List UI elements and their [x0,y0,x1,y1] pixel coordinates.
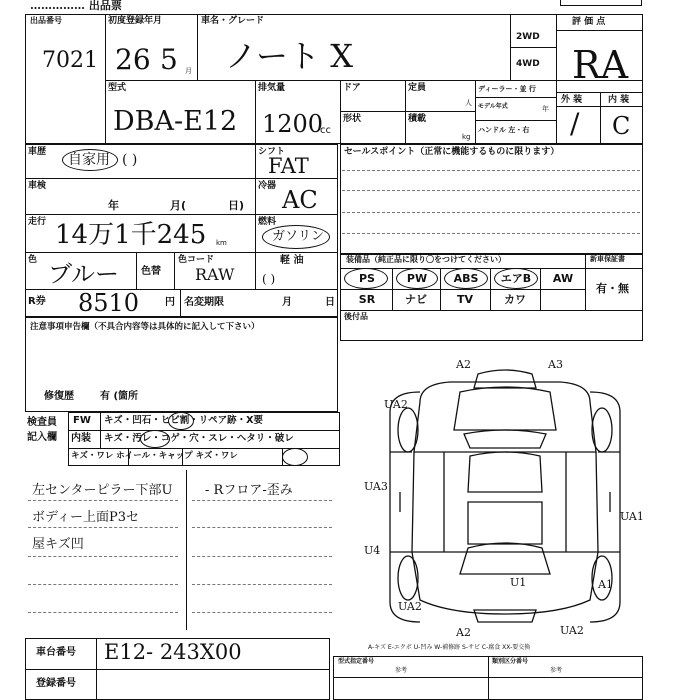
load-unit: kg [462,133,471,141]
ext-grade: / [570,107,580,140]
color-value: ブルー [48,260,120,288]
ref-2: 参考 [550,667,563,674]
inspection-label: 車検 [28,181,47,191]
mileage-unit: km [216,239,227,247]
doors-label: ドア [343,83,361,93]
new-warranty-label: 新車保証書 [590,255,625,263]
model-designation-label: 型式指定番号 [338,658,375,665]
inspector-circle-2 [168,412,194,430]
inspector-circle-1 [140,430,170,448]
inspector-row-mirror-text: キズ・ワレ ホイール・キャップ キズ・ワレ [71,451,238,461]
mark-ua2-left: UA2 [384,398,408,411]
inspection-month: 月( [170,199,187,212]
mileage-value: 14万1千245 [55,220,207,250]
fuel-label: 燃料 [258,217,277,227]
load-label: 積載 [408,114,427,124]
color-code-label: 色コード [178,255,215,265]
model-name: ノート X [225,37,353,75]
model-label: 車名・グレード [201,16,265,26]
equip-leather: カワ [504,293,526,306]
grade-score: RA [572,43,629,87]
lot-number: 7021 [42,48,98,73]
chassis-number: E12- 243X00 [104,640,242,664]
usage-label: 車歴 [28,147,47,157]
car-diagram [360,352,650,644]
equip-pw: PW [406,272,428,285]
inspector-row-int-text: キズ・汚レ・コゲ・穴・スレ・ヘタリ・破レ [104,433,294,444]
aircon-label: 冷器 [258,181,277,191]
inspector-row-int-head: 内装 [71,433,91,444]
inspection-day: 日) [228,199,245,212]
expiry-label: 名変期限 [184,297,224,308]
aircon-value: AC [282,186,318,214]
usage-paren: ( ) [122,152,138,168]
displacement-unit: cc [320,125,331,136]
color-change-label: 色替 [141,266,161,277]
aftermarket-label: 後付品 [344,312,368,321]
inspector-note-3: 屋キズ凹 [32,537,84,552]
lot-label: 出品番号 [30,16,62,25]
expiry-month: 月 [282,297,292,308]
displacement-label: 排気量 [258,83,286,93]
mark-a3-top: A3 [548,358,563,371]
new-warranty-value: 有・無 [596,282,629,295]
header-right-bar [560,0,642,6]
equip-tv: TV [456,293,474,306]
first-reg-month-unit: 月 [185,67,192,75]
inspector-label-2: 記入欄 [27,432,57,443]
drive-4wd: 4WD [516,59,540,69]
capacity-unit: 人 [465,99,472,107]
mark-a2-top: A2 [456,358,471,371]
ext-label: 外 装 [561,95,583,105]
type-label: 型式 [108,83,127,93]
usage-value: 自家用 [68,152,110,168]
inspector-circle-3 [282,448,308,466]
int-grade: C [612,112,631,140]
mileage-label: 走行 [28,217,47,227]
sales-point-label: セールスポイント（正常に機能するものに限ります） [344,147,560,157]
reg-label: 登録番号 [36,678,76,689]
inspection-year: 年 [108,199,119,212]
dealer-label: ディーラー・並 行 [478,85,536,93]
inspector-note-right: - Rフロア-歪み [205,483,293,498]
equip-ps: PS [359,272,375,285]
inspector-row-fw-head: FW [73,415,91,426]
notes-label: 注意事項申告欄（不具合内容等は具体的に記入して下さい） [30,322,260,332]
handle-label: ハンドル 左・右 [478,126,530,134]
sales-box [340,144,643,254]
recycle-value: 8510 [78,289,140,317]
header-text: …………… 出品票 [30,0,122,12]
mark-ua2-bottom-right: UA2 [560,624,584,637]
mark-ua3-left: UA3 [364,480,388,493]
equip-navi: ナビ [405,293,427,306]
inspector-row-fw-text: キズ・凹石・ヒビ割・リペア跡・X要 [104,415,263,426]
class-number-label: 類別区分番号 [492,658,529,665]
first-reg-year: 26 [115,43,151,76]
light-oil-label: 軽 油 [280,255,304,266]
mark-u1: U1 [510,576,527,589]
shape-label: 形状 [343,114,362,124]
color-code-value: RAW [195,265,235,284]
shift-value: FAT [268,154,309,178]
model-year-unit: 年 [542,105,549,113]
capacity-label: 定員 [408,83,427,93]
first-reg-label: 初度登録年月 [108,16,163,26]
drive-2wd: 2WD [516,32,540,42]
equipment-label: 装備品（純正品に限り〇をつけてください） [346,255,506,264]
mark-ua2-bottom-left: UA2 [398,600,422,613]
equip-aw: AW [552,272,574,285]
mark-a2-bottom: A2 [456,626,471,639]
mark-ua1-right: UA1 [620,510,644,523]
chassis-label: 車台番号 [36,647,76,658]
shift-label: シフト [258,147,286,157]
fuel-value: ガソリン [272,229,325,244]
recycle-unit: 円 [165,297,175,308]
displacement-value: 1200 [262,110,324,138]
inspector-label-1: 検査員 [27,417,57,428]
repair-label: 修復歴 [44,391,74,402]
color-label: 色 [28,255,38,265]
ref-1: 参考 [395,667,408,674]
diagram-legend: A-キズ E-エクボ U-凹み W-補修跡 S-サビ C-腐食 XX-要交換 [368,644,531,651]
type-value: DBA-E12 [113,106,238,137]
inspector-note-1: 左センターピラー下部U [32,483,173,498]
expiry-day: 日 [325,297,335,308]
equip-airbag: エアB [500,272,532,285]
light-oil-paren: ( ) [262,272,276,286]
int-label: 内 装 [608,95,630,105]
first-reg-month: 5 [160,43,178,76]
grade-label: 評 価 点 [572,17,606,27]
model-year-label: モデル年式 [478,103,508,110]
repair-value: 有 (箇所 [100,391,139,402]
mark-a1-right: A1 [598,578,613,591]
recycle-label: R券 [28,296,46,307]
equip-abs: ABS [453,272,479,285]
equip-sr: SR [358,293,376,306]
inspector-note-2: ボディー上面P3セ [32,510,139,525]
mark-u4-left: U4 [364,544,381,557]
